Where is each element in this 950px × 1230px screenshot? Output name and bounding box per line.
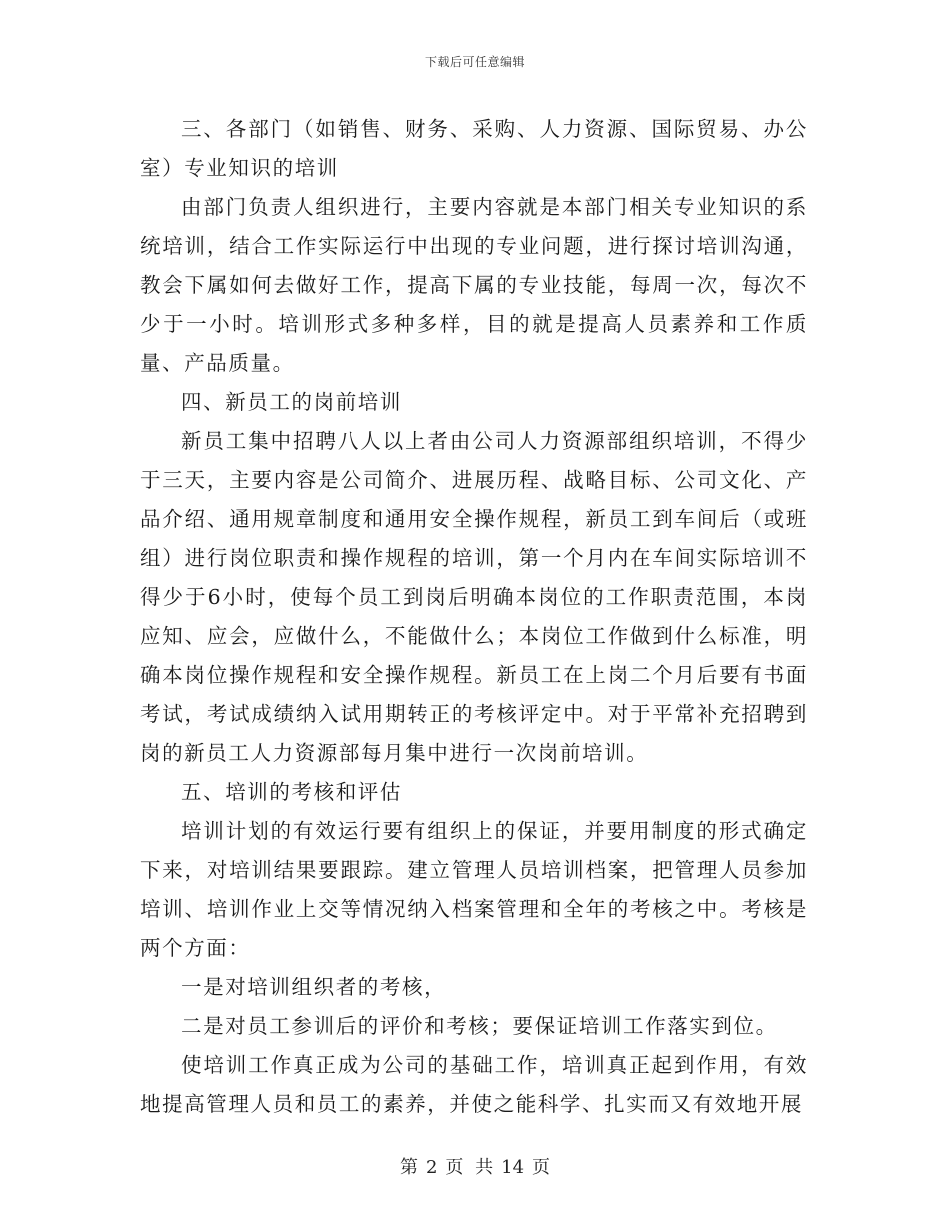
paragraph-heading-3: 三、各部门（如销售、财务、采购、人力资源、国际贸易、办公室）专业知识的培训	[140, 117, 808, 180]
page-header: 下载后可任意编辑	[424, 55, 525, 69]
footer-total-pages: 14	[501, 1157, 525, 1178]
paragraph: 二是对员工参训后的评价和考核；要保证培训工作落实到位。	[181, 1014, 778, 1038]
footer-suffix: 页	[532, 1157, 551, 1178]
footer-middle: 页 共	[445, 1157, 494, 1178]
paragraph: 培训计划的有效运行要有组织上的保证，并要用制度的形式确定下来，对培训结果要跟踪。建立管理人员培训档案，把管理人员参加培训、培训作业上交等情况纳入档案管理和全年的考核之中。考核是两个方面：	[140, 819, 808, 960]
page-footer	[0, 1153, 950, 1179]
footer-page-number: 2	[425, 1157, 438, 1178]
footer-prefix: 第	[399, 1157, 418, 1178]
paragraph: 使培训工作真正成为公司的基础工作，培训真正起到作用，有效地提高管理人员和员工的素养，并使之能科学、扎实而又有效地开展	[140, 1053, 808, 1116]
paragraph-heading-5: 五、培训的考核和评估	[181, 780, 402, 804]
paragraph: 新员工集中招聘八人以上者由公司人力资源部组织培训，不得少于三天，主要内容是公司简介、进展历程、战略目标、公司文化、产品介绍、通用规章制度和通用安全操作规程，新员工到车间后（或班组）进行岗位职责和操作规程的培训，第一个月内在车间实际培训不得少于6小时，使每个员工到岗后明确本岗位的工作职责范围，本岗应知、应会，应做什么，不能做什么；本岗位工作做到什么标准，明确本岗位操作规程和安全操作规程。新员工在上岗二个月后要有书面考试，考试成绩纳入试用期转正的考核评定中。对于平常补充招聘到岗的新员工人力资源部每月集中进行一次岗前培训。	[140, 429, 808, 765]
paragraph-heading-4: 四、新员工的岗前培训	[181, 390, 402, 414]
document-body	[140, 110, 808, 1124]
paragraph: 由部门负责人组织进行，主要内容就是本部门相关专业知识的系统培训，结合工作实际运行中出现的专业问题，进行探讨培训沟通，教会下属如何去做好工作，提高下属的专业技能，每周一次，每次不少于一小时。培训形式多种多样，目的就是提高人员素养和工作质量、产品质量。	[140, 195, 808, 375]
paragraph: 一是对培训组织者的考核，	[181, 975, 447, 999]
